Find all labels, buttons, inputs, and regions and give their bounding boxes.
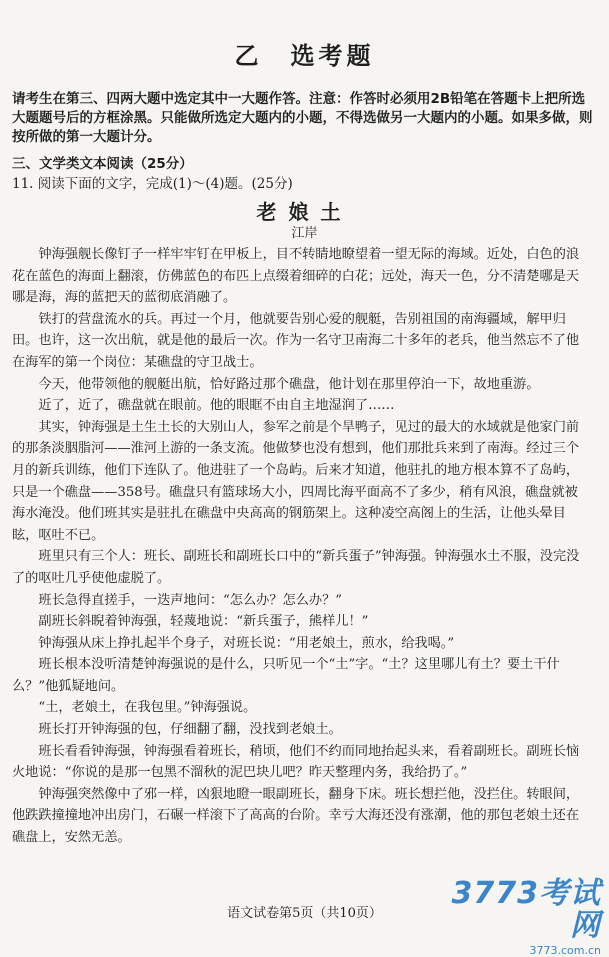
story-body: [12, 244, 590, 849]
paragraph: 钟海强从床上挣扎起半个身子，对班长说：“用老娘土，煎水，给我喝。”: [38, 635, 455, 651]
question-prompt: 11. 阅读下面的文字，完成(1)～(4)题。(25分): [12, 176, 293, 192]
paragraph: 班长打开钟海强的包，仔细翻了翻，没找到老娘土。: [38, 722, 342, 738]
page-heading: 乙 选考题: [234, 42, 375, 70]
story-author: 江岸: [291, 226, 318, 241]
paragraph: 近了，近了，礁盘就在眼前。他的眼眶不由自主地湿润了……: [38, 398, 395, 414]
paragraph: 班长急得直搓手，一迭声地问：“怎么办？怎么办？”: [38, 592, 342, 608]
paragraph: 铁打的营盘流水的兵。再过一个月，他就要告别心爱的舰艇，告别祖国的南海疆域，解甲归田。也许，这一次出航，就是他的最后一次。作为一名守卫南海二十多年的老兵，他当然忘不了他在海军的第一个岗位：某礁盘的守卫战士。: [12, 311, 580, 370]
page-footer: 语文试卷第5页（共10页）: [227, 906, 382, 921]
paragraph: 副班长斜睨着钟海强，轻蔑地说：“新兵蛋子，熊样儿！”: [38, 614, 369, 630]
paragraph: 班长根本没听清楚钟海强说的是什么，只听见一个“土”字。“土？这里哪儿有土？要土干什么？”他狐疑地问。: [12, 657, 560, 694]
watermark-url: 3773.com.cn: [529, 944, 601, 957]
site-watermark: [431, 876, 601, 957]
paragraph: 班长看看钟海强，钟海强看着班长，稍顷，他们不约而同地抬起头来，看着副班长。副班长恼火地说：“你说的是那一包黑不溜秋的泥巴块儿吧？昨天整理内务，我给扔了。”: [12, 743, 580, 781]
watermark-logo: 3773考试网: [451, 876, 601, 943]
paragraph: 钟海强舰长像钉子一样牢牢钉在甲板上，目不转睛地瞭望着一望无际的海域。近处，白色的浪花在蓝色的海面上翻滚，仿佛蓝色的布匹上点缀着细碎的白花；远处，海天一色，分不清楚哪是天哪是海，海的蓝把天的蓝彻底消融了。: [12, 247, 580, 306]
section-heading: 三、文学类文本阅读（25分）: [12, 156, 193, 172]
paragraph: 其实，钟海强是土生土长的大别山人，参军之前是个旱鸭子，见过的最大的水域就是他家门前的那条淡胭脂河——淮河上游的一条支流。他做梦也没有想到，他们那批兵来到了南海。经过三个月的新兵训练，他们下连队了。他进驻了一个岛屿。后来才知道，他驻扎的地方根本算不了岛屿，只是一个礁盘——358号。礁盘只有篮球场大小，四周比海平面高不了多少，稍有风浪，礁盘就被海水淹没。他们班其实是驻扎在礁盘中央高高的钢筋架上。这种凌空高阁上的生活，让他头晕目眩，呕吐不已。: [12, 419, 580, 543]
paragraph: 钟海强突然像中了邪一样，凶狠地瞪一眼副班长，翻身下床。班长想拦他，没拦住。转眼间，他跌跌撞撞地冲出房门，石碾一样滚下了高高的台阶。幸亏大海还没有涨潮，他的那包老娘土还在礁盘上，安然无恙。: [12, 786, 580, 846]
instructions-notice: 请考生在第三、四两大题中选定其中一大题作答。注意：作答时必须用2B铅笔在答题卡上把所选大题题号后的方框涂黑。只能做所选定大题内的小题，不得选做另一大题内的小题。如果多做，则按所做的第一大题计分。: [12, 91, 593, 145]
paragraph: 班里只有三个人：班长、副班长和副班长口中的“新兵蛋子”钟海强。钟海强水土不服，没完没了的呕吐几乎使他虚脱了。: [12, 549, 580, 586]
paragraph: 今天，他带领他的舰艇出航，恰好路过那个礁盘，他计划在那里停泊一下，故地重游。: [38, 376, 540, 392]
story-title: 老娘土: [256, 200, 353, 224]
paragraph: “土，老娘土，在我包里。”钟海强说。: [38, 700, 257, 716]
